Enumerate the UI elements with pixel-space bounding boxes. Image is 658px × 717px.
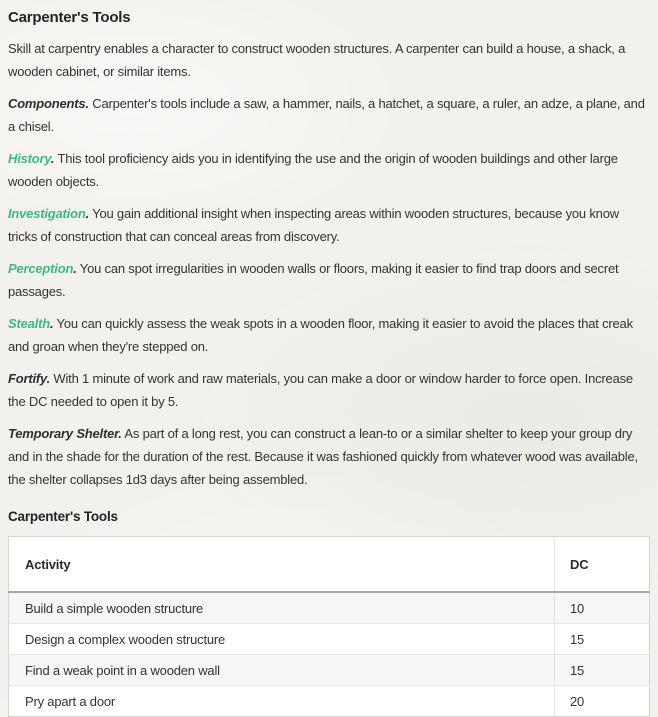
lead-period: .	[50, 151, 55, 166]
activity-cell: Design a complex wooden structure	[9, 624, 555, 655]
table-header	[9, 537, 650, 593]
paragraph-text: Skill at carpentry enables a character to construct wooden structures. A carpenter can build a house, a shack, a wooden cabinet, or similar items.	[8, 41, 626, 79]
components-lead: Components	[8, 96, 86, 111]
activity-cell: Pry apart a door	[9, 686, 555, 717]
dc-cell: 15	[555, 655, 650, 686]
paragraph-text: As part of a long rest, you can construct a lean-to or a similar shelter to keep your group dry and in the shade for the duration of the rest. Because it was fashioned quickly from whatever wood was available, the shelter collapses 1d3 days after being assembled.	[8, 426, 638, 487]
skill-link-perception[interactable]: Perception	[8, 261, 74, 276]
temporary-shelter-lead: Temporary Shelter	[8, 426, 119, 441]
page-title: Carpenter's Tools	[8, 9, 131, 26]
activity-cell: Build a simple wooden structure	[25, 601, 204, 616]
skill-link-investigation[interactable]: Investigation	[8, 206, 86, 221]
column-header-activity: Activity	[9, 537, 555, 593]
table-header-row	[9, 537, 650, 593]
skill-link-history[interactable]: History	[8, 151, 51, 166]
components-paragraph	[8, 92, 650, 138]
perception-paragraph	[8, 257, 650, 303]
lead-period: .	[73, 261, 77, 276]
lead-period: .	[46, 371, 50, 386]
carpenters-tools-dc-table	[8, 536, 650, 717]
dc-cell: 20	[555, 686, 650, 717]
paragraph-text: You can quickly assess the weak spots in a wooden floor, making it easier to avoid the places that creak and groan when they're stepped on.	[8, 316, 633, 354]
lead-period: .	[85, 206, 89, 221]
history-paragraph	[8, 147, 650, 193]
paragraph-text: You can spot irregularities in wooden walls or floors, making it easier to find trap doors and secret passages.	[8, 261, 619, 299]
paragraph-text: You gain additional insight when inspecting areas within wooden structures, because you know tricks of construction that can conceal areas from discovery.	[8, 206, 619, 244]
paragraph-text: Carpenter's tools include a saw, a hammer, nails, a hatchet, a square, a ruler, an adze, a plane, and a chisel.	[8, 96, 645, 134]
table-row	[9, 624, 650, 655]
lead-period: .	[118, 426, 122, 441]
paragraph-text: With 1 minute of work and raw materials, you can make a door or window harder to force open. Increase the DC needed to open it by 5.	[8, 371, 633, 409]
intro-paragraph	[8, 37, 650, 83]
skill-link-stealth[interactable]: Stealth	[8, 316, 50, 331]
activity-cell: Find a weak point in a wooden wall	[9, 655, 555, 686]
paragraph-text: This tool proficiency aids you in identifying the use and the origin of wooden buildings and other large wooden objects.	[8, 151, 618, 189]
fortify-lead: Fortify	[8, 371, 47, 386]
table-row	[9, 686, 650, 717]
fortify-paragraph	[8, 367, 650, 413]
lead-period: .	[85, 96, 89, 111]
dc-cell: 15	[555, 624, 650, 655]
investigation-paragraph	[8, 202, 650, 248]
column-header-dc: DC	[555, 537, 650, 593]
table-row	[9, 655, 650, 686]
stealth-paragraph	[8, 312, 650, 358]
dc-cell: 10	[555, 592, 650, 624]
table-row	[9, 592, 650, 624]
lead-period: .	[49, 316, 54, 331]
table-caption: Carpenter's Tools	[8, 509, 118, 524]
temporary-shelter-paragraph	[8, 422, 650, 491]
